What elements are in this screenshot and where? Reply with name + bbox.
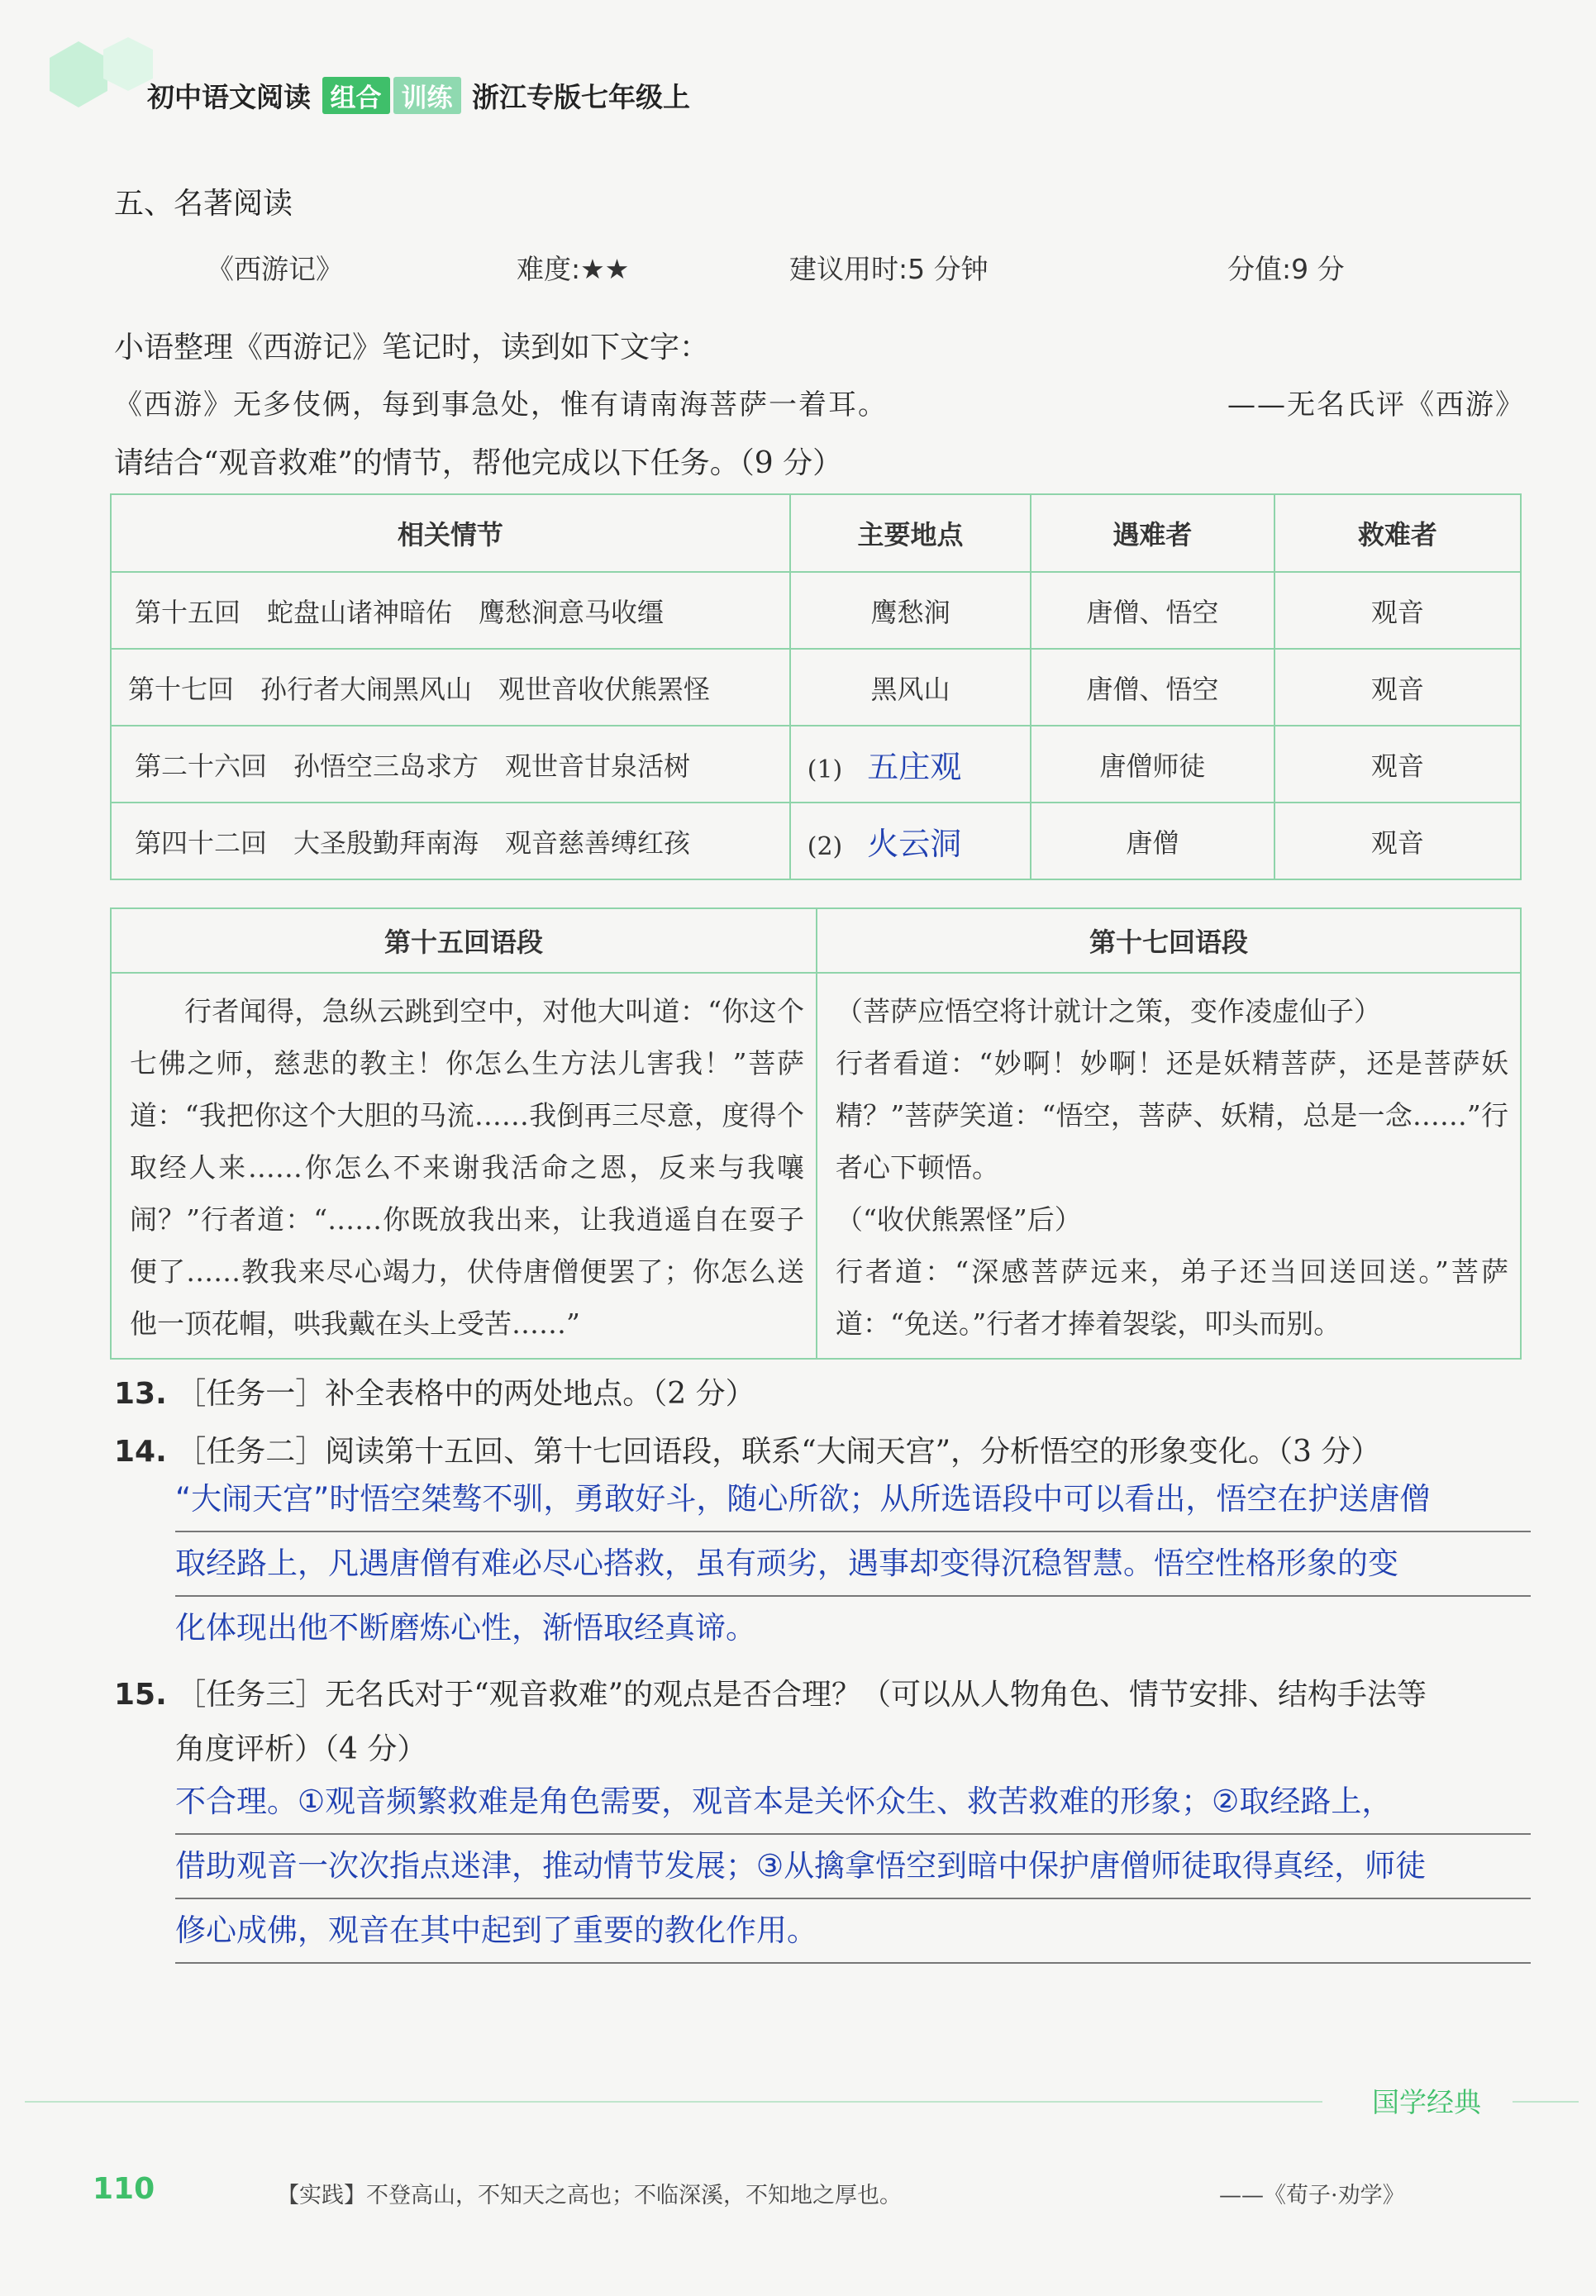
footer-quote: 【实践】不登高山，不知天之高也；不临深溪，不知地之厚也。 [277,2183,902,2208]
table-row [111,649,1521,726]
blank-number: (2) [807,832,843,861]
plot-cell: 第十五回 蛇盘山诸神暗佑 鹰愁涧意马收缰 [111,572,790,649]
answer-14: “大闹天宫”时悟空桀骜不驯，勇敢好斗，随心所欲；从所选语段中可以看出，悟空在护送唐僧 取经路上，凡遇唐僧有难必尽心搭救，虽有顽劣，遇事却变得沉稳智慧。悟空性格形象的变 化体现出他不断磨炼心性，渐悟取经真谛。 [175,1468,1531,1660]
table-header-row [111,908,1521,973]
score: 分值:9 分 [1227,253,1345,285]
intro-line: 小语整理《西游记》笔记时，读到如下文字： [114,331,710,364]
victim-cell: 唐僧 [1031,803,1274,879]
table-row [111,726,1521,803]
table-header-row [111,494,1521,572]
table-row [111,803,1521,879]
info-bar [194,240,1417,291]
page-number: 110 [93,2172,155,2206]
plot-table [110,493,1522,880]
table-header: 救难者 [1274,494,1521,572]
plot-cell: 第四十二回 大圣殷勤拜南海 观音慈善缚红孩 [111,803,790,879]
question-13: 13. ［任务一］补全表格中的两处地点。（2 分） [114,1377,755,1411]
footer-divider [25,2101,1322,2103]
footer-divider [1513,2101,1579,2103]
excerpt-table [110,907,1522,1360]
header-title: 初中语文阅读 组合 训练 浙江专版七年级上 [147,76,690,115]
intro-task: 请结合“观音救难”的情节，帮他完成以下任务。（9 分） [114,446,843,480]
victim-cell: 唐僧、悟空 [1031,572,1274,649]
table-header: 相关情节 [111,494,790,572]
table-row [111,973,1521,1359]
question-14: 14. ［任务二］阅读第十五回、第十七回语段，联系“大闹天宫”，分析悟空的形象变化。（3 分） [114,1435,1381,1469]
handwritten-answer: 火云洞 [867,826,962,862]
rescuer-cell: 观音 [1274,572,1521,649]
excerpt-17: （菩萨应悟空将计就计之策，变作凌虚仙子） 行者看道：“妙啊！妙啊！还是妖精菩萨，还是菩萨妖精？”菩萨笑道：“悟空，菩萨、妖精，总是一念……”行者心下顿悟。 （“收伏熊罴怪”后） 行者道：“深感菩萨远来，弟子还当回送回送。”菩萨道：“免送。”行者才捧着袈裟，叩头而别。 [817,973,1521,1359]
difficulty: 难度:★★ [517,253,630,285]
intro-quote: 《西游》无多伎俩，每到事急处，惟有请南海菩萨一着耳。 [114,388,888,422]
intro-quote-source: ——无名氏评《西游》 [1227,388,1525,422]
handwritten-answer: 五庄观 [867,749,962,785]
footer-quote-source: ——《荀子·劝学》 [1219,2183,1405,2208]
plot-cell: 第十七回 孙行者大闹黑风山 观世音收伏熊罴怪 [111,649,790,726]
table-header: 第十七回语段 [817,908,1521,973]
place-answer-cell [790,803,1031,879]
excerpt-15: 行者闻得，急纵云跳到空中，对他大叫道：“你这个七佛之师，慈悲的教主！你怎么生方法儿害我！”菩萨道：“我把你这个大胆的马流……我倒再三尽意，度得个取经人来……你怎么不来谢我活命之恩，反来与我嚷闹？”行者道：“……你既放我出来，让我逍遥自在耍子便了……教我来尽心竭力，伏侍唐僧便罢了；你怎么送他一顶花帽，哄我戴在头上受苦……” [111,973,817,1359]
header-tag-training: 训练 [393,77,461,114]
footer-tag: 国学经典 [1372,2086,1481,2118]
suggested-time: 建议用时:5 分钟 [789,253,989,285]
table-row [111,572,1521,649]
blank-number: (1) [807,755,843,784]
victim-cell: 唐僧、悟空 [1031,649,1274,726]
rescuer-cell: 观音 [1274,649,1521,726]
question-15-cont: 角度评析）（4 分） [175,1732,427,1766]
place-cell: 黑风山 [790,649,1031,726]
rescuer-cell: 观音 [1274,726,1521,803]
place-answer-cell [790,726,1031,803]
question-15: 15. ［任务三］无名氏对于“观音救难”的观点是否合理？（可以从人物角色、情节安排、结构手法等 [114,1678,1427,1712]
victim-cell: 唐僧师徒 [1031,726,1274,803]
header-tag-combo: 组合 [322,77,390,114]
rescuer-cell: 观音 [1274,803,1521,879]
section-title: 五、名著阅读 [114,187,293,221]
table-header: 主要地点 [790,494,1031,572]
table-header: 第十五回语段 [111,908,817,973]
answer-15: 不合理。①观音频繁救难是角色需要，观音本是关怀众生、救苦救难的形象；②取经路上， 借助观音一次次指点迷津，推动情节发展；③从擒拿悟空到暗中保护唐僧师徒取得真经，师徒 修心成佛，观音在其中起到了重要的教化作用。 [175,1770,1531,1964]
place-cell: 鹰愁涧 [790,572,1031,649]
plot-cell: 第二十六回 孙悟空三岛求方 观世音甘泉活树 [111,726,790,803]
book-name: 《西游记》 [207,253,343,285]
table-header: 遇难者 [1031,494,1274,572]
